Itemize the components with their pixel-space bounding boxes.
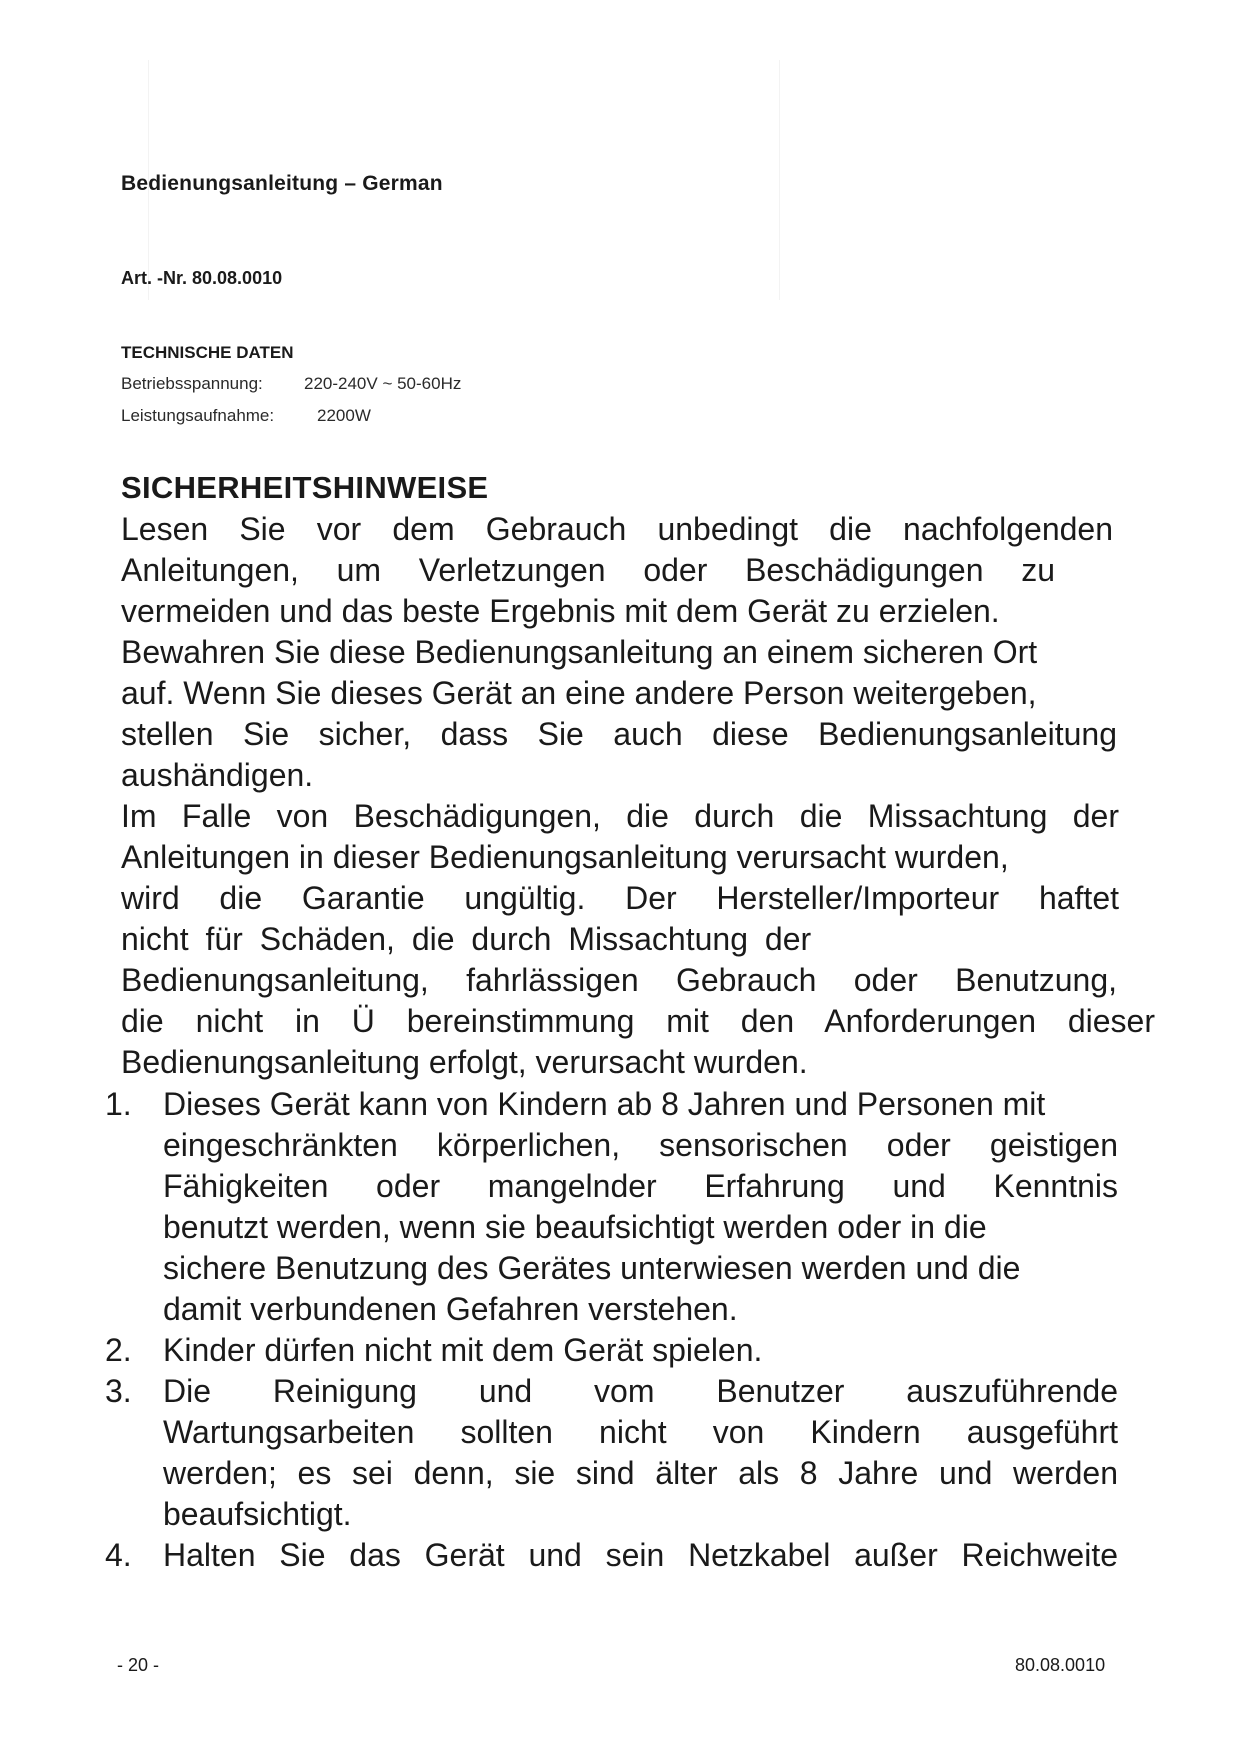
list-item-line: Wartungsarbeiten sollten nicht von Kindern ausgeführt bbox=[163, 1414, 1118, 1450]
paragraph-line: Anleitungen, um Verletzungen oder Beschädigungen zu bbox=[121, 552, 1055, 588]
paragraph-line: aushändigen. bbox=[121, 757, 314, 793]
paragraph-line: Bedienungsanleitung erfolgt, verursacht wurden. bbox=[121, 1044, 808, 1080]
paragraph-line: Bewahren Sie diese Bedienungsanleitung an einem sicheren Ort bbox=[121, 634, 1038, 670]
article-number: Art. -Nr. 80.08.0010 bbox=[121, 268, 283, 288]
list-item bbox=[105, 1330, 1125, 1371]
list-item-line: Fähigkeiten oder mangelnder Erfahrung und Kenntnis bbox=[163, 1168, 1118, 1204]
list-item-number: 1. bbox=[105, 1086, 132, 1122]
paragraph-line: Anleitungen in dieser Bedienungsanleitung verursacht wurden, bbox=[121, 839, 1009, 875]
list-item-line: sichere Benutzung des Gerätes unterwiesen werden und die bbox=[163, 1250, 1021, 1286]
power-consumption-value: 2200W bbox=[317, 406, 371, 425]
list-item bbox=[105, 1371, 1125, 1535]
list-item-line: Halten Sie das Gerät und sein Netzkabel außer Reichweite bbox=[163, 1537, 1118, 1573]
list-item-line: Die Reinigung und vom Benutzer auszuführende bbox=[163, 1373, 1118, 1409]
list-item-line: beaufsichtigt. bbox=[163, 1496, 352, 1532]
safety-intro-paragraph bbox=[121, 509, 1155, 1083]
list-item bbox=[105, 1535, 1125, 1576]
list-item-number: 4. bbox=[105, 1537, 132, 1573]
list-item-line: Dieses Gerät kann von Kindern ab 8 Jahren und Personen mit bbox=[163, 1086, 1046, 1122]
technical-data-heading: TECHNISCHE DATEN bbox=[121, 343, 294, 362]
list-item-line: Kinder dürfen nicht mit dem Gerät spielen. bbox=[163, 1332, 763, 1368]
list-item-line: benutzt werden, wenn sie beaufsichtigt werden oder in die bbox=[163, 1209, 987, 1245]
operating-voltage-label: Betriebsspannung: bbox=[121, 374, 263, 393]
paragraph-line: wird die Garantie ungültig. Der Hersteller/Importeur haftet bbox=[121, 880, 1119, 916]
manual-title: Bedienungsanleitung – German bbox=[121, 172, 443, 195]
list-item-line: damit verbundenen Gefahren verstehen. bbox=[163, 1291, 738, 1327]
paragraph-line: Im Falle von Beschädigungen, die durch die Missachtung der bbox=[121, 798, 1119, 834]
list-item-line: werden; es sei denn, sie sind älter als 8 Jahre und werden bbox=[163, 1455, 1118, 1491]
power-consumption-label: Leistungsaufnahme: bbox=[121, 406, 275, 425]
paragraph-line: stellen Sie sicher, dass Sie auch diese Bedienungsanleitung bbox=[121, 716, 1117, 752]
operating-voltage-value: 220-240V ~ 50-60Hz bbox=[304, 374, 462, 393]
footer-article-code: 80.08.0010 bbox=[1015, 1655, 1106, 1675]
paragraph-line: vermeiden und das beste Ergebnis mit dem Gerät zu erzielen. bbox=[121, 593, 1000, 629]
technical-data-row bbox=[121, 374, 461, 394]
list-item-line: eingeschränkten körperlichen, sensorischen oder geistigen bbox=[163, 1127, 1118, 1163]
page-number: - 20 - bbox=[117, 1655, 160, 1675]
safety-section-title: SICHERHEITSHINWEISE bbox=[121, 470, 489, 505]
list-item bbox=[105, 1084, 1125, 1330]
paragraph-line: auf. Wenn Sie dieses Gerät an eine andere Person weitergeben, bbox=[121, 675, 1037, 711]
safety-instructions-list bbox=[105, 1084, 1125, 1576]
paragraph-line: die nicht in Ü bereinstimmung mit den Anforderungen dieser bbox=[121, 1003, 1155, 1039]
paragraph-line: nicht für Schäden, die durch Missachtung der bbox=[121, 921, 812, 957]
paragraph-line: Bedienungsanleitung, fahrlässigen Gebrauch oder Benutzung, bbox=[121, 962, 1117, 998]
list-item-number: 3. bbox=[105, 1373, 132, 1409]
technical-data-row bbox=[121, 406, 371, 426]
list-item-number: 2. bbox=[105, 1332, 132, 1368]
paragraph-line: Lesen Sie vor dem Gebrauch unbedingt die nachfolgenden bbox=[121, 511, 1113, 547]
